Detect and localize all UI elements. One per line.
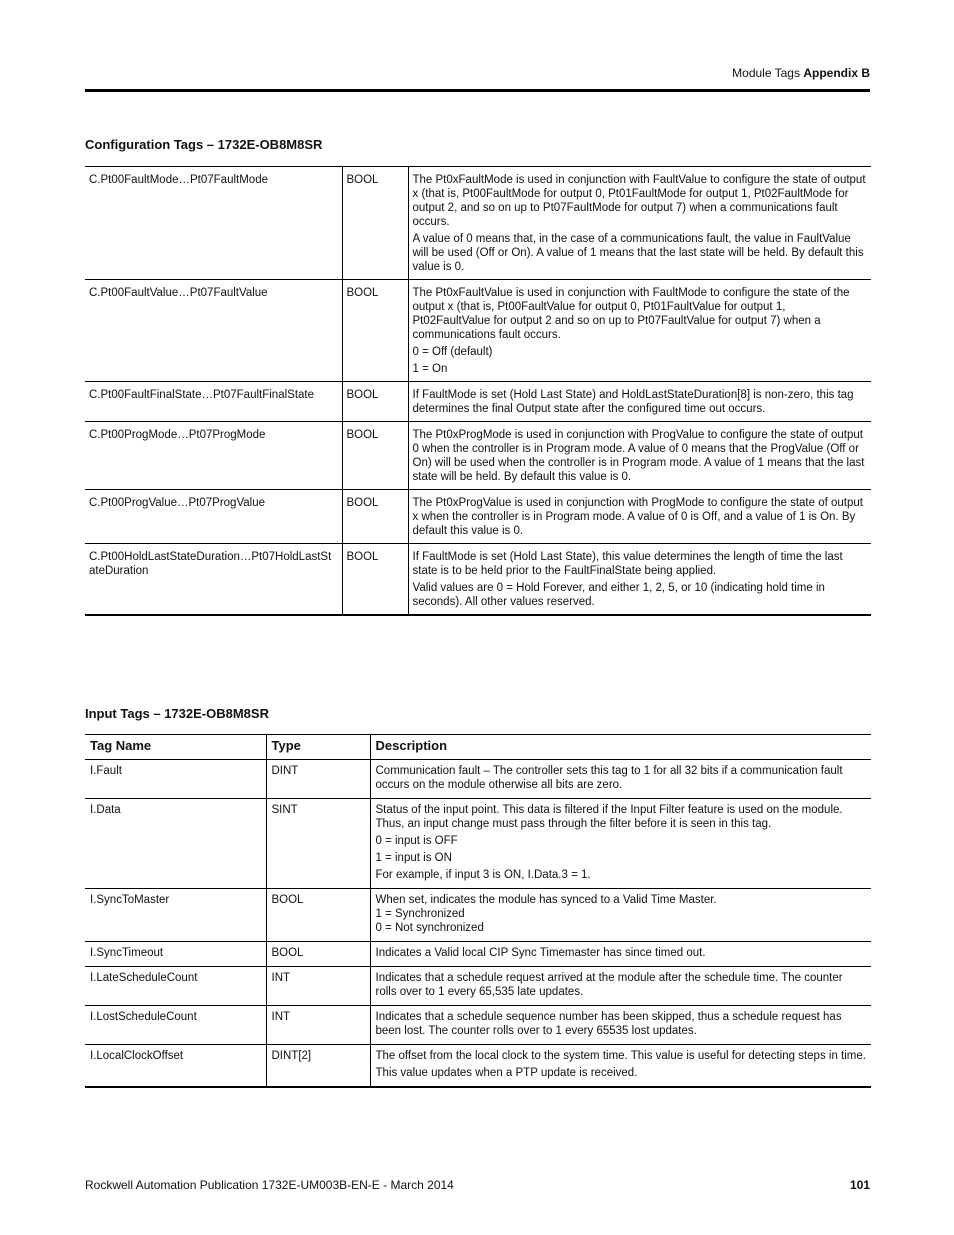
input-tags-table bbox=[85, 734, 871, 1088]
config-tags-table bbox=[85, 166, 871, 616]
description-paragraph: 0 = Off (default) bbox=[412, 346, 493, 358]
description-paragraph: Valid values are 0 = Hold Forever, and either 1, 2, 5, or 10 (indicating hold time in seconds). All other values reserved. bbox=[412, 582, 825, 608]
col-header-type: Type bbox=[266, 735, 370, 760]
description-cell bbox=[370, 760, 871, 799]
table-row bbox=[85, 280, 871, 382]
description-cell bbox=[370, 1006, 871, 1045]
table-row bbox=[85, 1006, 871, 1045]
tag-name-cell: I.SyncToMaster bbox=[85, 889, 266, 942]
tag-type-cell: DINT bbox=[266, 760, 370, 799]
config-tags-title: Configuration Tags – 1732E-OB8M8SR bbox=[85, 137, 323, 152]
description-paragraph: Indicates that a schedule sequence number has been skipped, thus a schedule request has been lost. The counter rolls over to 1 every 65535 lost updates. bbox=[375, 1011, 842, 1037]
tag-name-cell: I.LostScheduleCount bbox=[85, 1006, 266, 1045]
description-cell bbox=[370, 889, 871, 942]
tag-name-cell: C.Pt00FaultValue…Pt07FaultValue bbox=[85, 280, 342, 382]
tag-name-cell: C.Pt00FaultMode…Pt07FaultMode bbox=[85, 167, 342, 280]
description-paragraph: A value of 0 means that, in the case of a communications fault, the value in FaultValue will be used (Off or On). A value of 1 means that the last state will be held. By default this value is 0. bbox=[412, 233, 864, 273]
description-paragraph: The Pt0xFaultMode is used in conjunction with FaultValue to configure the state of output x (that is, Pt00FaultMode for output 0, Pt01FaultMode for output 1, Pt02FaultMode for output 2, and so on up to Pt07FaultMode for output 7) when a communications fault occurs. bbox=[412, 174, 866, 228]
tag-name-cell: I.Data bbox=[85, 799, 266, 889]
description-paragraph: 0 = input is OFF bbox=[375, 835, 458, 847]
description-paragraph: Indicates a Valid local CIP Sync Timemaster has since timed out. bbox=[375, 947, 706, 959]
description-cell bbox=[370, 942, 871, 967]
table-header-row bbox=[85, 735, 871, 760]
tag-name-cell: C.Pt00HoldLastStateDuration…Pt07HoldLastStateDuration bbox=[89, 551, 332, 577]
tag-type-cell: BOOL bbox=[342, 280, 408, 382]
tag-type-cell: BOOL bbox=[266, 889, 370, 942]
footer-publication: Rockwell Automation Publication 1732E-UM003B-EN-E - March 2014 bbox=[85, 1178, 454, 1192]
table-row bbox=[85, 382, 871, 422]
description-cell bbox=[408, 422, 871, 490]
description-paragraph: The Pt0xProgMode is used in conjunction with ProgValue to configure the state of output 0 when the controller is in Program mode. A value of 0 means that the ProgValue (Off or On) will be used when the controller is in Program mode. A value of 1 means that the last state will be held. By default this value is 0. bbox=[412, 429, 865, 483]
tag-name-cell: I.LateScheduleCount bbox=[85, 967, 266, 1006]
running-header bbox=[732, 66, 870, 80]
tag-type-cell: DINT[2] bbox=[266, 1045, 370, 1088]
description-cell bbox=[408, 382, 871, 422]
description-paragraph: The Pt0xFaultValue is used in conjunction with FaultMode to configure the state of the output x (that is, Pt00FaultValue for output 0, Pt01FaultValue for output 1, Pt02FaultValue for output 2 and so on up to Pt07FaultValue for output 7) when a communications fault occurs. bbox=[412, 287, 850, 341]
description-cell bbox=[370, 1045, 871, 1088]
input-tags-title: Input Tags – 1732E-OB8M8SR bbox=[85, 706, 269, 721]
description-paragraph: Status of the input point. This data is filtered if the Input Filter feature is used on the module. Thus, an input change must pass through the filter before it is seen in this tag. bbox=[375, 804, 843, 830]
table-row bbox=[85, 942, 871, 967]
description-cell bbox=[370, 799, 871, 889]
description-cell bbox=[408, 167, 871, 280]
table-row bbox=[85, 544, 871, 616]
table-row bbox=[85, 799, 871, 889]
tag-type-cell: BOOL bbox=[342, 382, 408, 422]
col-header-description: Description bbox=[370, 735, 871, 760]
header-appendix: Appendix B bbox=[803, 66, 870, 80]
tag-type-cell: BOOL bbox=[342, 167, 408, 280]
tag-name-cell: I.Fault bbox=[85, 760, 266, 799]
tag-name-cell: C.Pt00ProgValue…Pt07ProgValue bbox=[85, 490, 342, 544]
col-header-tag-name: Tag Name bbox=[85, 735, 266, 760]
table-row bbox=[85, 1045, 871, 1088]
description-paragraph: When set, indicates the module has synced to a Valid Time Master. 1 = Synchronized 0 = Not synchronized bbox=[375, 894, 717, 934]
tag-type-cell: BOOL bbox=[342, 490, 408, 544]
header-rule bbox=[85, 89, 870, 92]
description-paragraph: Indicates that a schedule request arrived at the module after the schedule time. The counter rolls over to 1 every 65,535 late updates. bbox=[375, 972, 843, 998]
table-row bbox=[85, 490, 871, 544]
description-cell bbox=[370, 967, 871, 1006]
description-cell bbox=[408, 544, 871, 616]
tag-name-cell: I.LocalClockOffset bbox=[90, 1050, 184, 1062]
tag-type-cell: INT bbox=[266, 967, 370, 1006]
tag-type-cell: BOOL bbox=[266, 942, 370, 967]
table-row bbox=[85, 167, 871, 280]
table-row bbox=[85, 760, 871, 799]
description-cell bbox=[408, 280, 871, 382]
description-paragraph: This value updates when a PTP update is received. bbox=[375, 1067, 638, 1079]
description-paragraph: The offset from the local clock to the system time. This value is useful for detecting steps in time. bbox=[375, 1050, 866, 1062]
description-paragraph: 1 = input is ON bbox=[375, 852, 452, 864]
tag-type-cell: SINT bbox=[266, 799, 370, 889]
header-section: Module Tags bbox=[732, 66, 800, 80]
table-row bbox=[85, 422, 871, 490]
description-paragraph: If FaultMode is set (Hold Last State), this value determines the length of time the last state is to be held prior to the FaultFinalState being applied. bbox=[412, 551, 843, 577]
table-row bbox=[85, 889, 871, 942]
description-paragraph: The Pt0xProgValue is used in conjunction with ProgMode to configure the state of output x when the controller is in Program mode. A value of 0 is Off, and a value of 1 is On. By default this value is 0. bbox=[412, 497, 863, 537]
tag-name-cell: I.SyncTimeout bbox=[85, 942, 266, 967]
description-paragraph: For example, if input 3 is ON, I.Data.3 = 1. bbox=[375, 869, 591, 881]
table-row bbox=[85, 967, 871, 1006]
description-paragraph: If FaultMode is set (Hold Last State) and HoldLastStateDuration[8] is non-zero, this tag determines the final Output state after the configured time out occurs. bbox=[412, 389, 854, 415]
tag-name-cell: C.Pt00FaultFinalState…Pt07FaultFinalState bbox=[85, 382, 342, 422]
description-paragraph: 1 = On bbox=[412, 363, 448, 375]
description-paragraph: Communication fault – The controller sets this tag to 1 for all 32 bits if a communication fault occurs on the module otherwise all bits are zero. bbox=[375, 765, 843, 791]
page-number: 101 bbox=[849, 1178, 870, 1192]
description-cell bbox=[408, 490, 871, 544]
tag-name-cell: C.Pt00ProgMode…Pt07ProgMode bbox=[85, 422, 342, 490]
tag-type-cell: BOOL bbox=[342, 422, 408, 490]
tag-type-cell: INT bbox=[266, 1006, 370, 1045]
tag-type-cell: BOOL bbox=[342, 544, 408, 616]
